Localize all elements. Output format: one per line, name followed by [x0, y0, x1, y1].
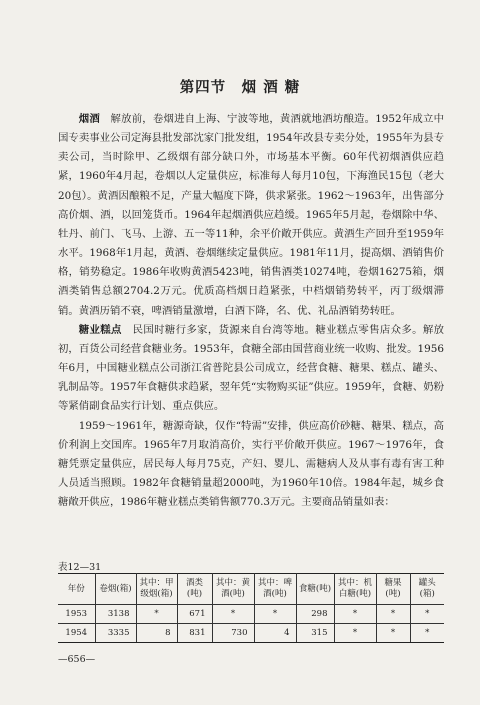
table-cell: 1954 [58, 624, 95, 643]
paragraph-sugar-history [58, 417, 444, 513]
table-header-cell: 食糖(吨) [296, 574, 334, 605]
table-header-cell: 其中：甲级烟(箱) [136, 574, 177, 605]
table-header-cell: 年份 [58, 574, 95, 605]
paragraph-lead: 糖业糕点 [78, 323, 122, 336]
table-header-cell: 其中：机白糖(吨) [334, 574, 376, 605]
sales-table [58, 573, 444, 643]
table-cell: 3335 [95, 624, 136, 643]
table-header-row [58, 574, 444, 605]
paragraph-tobacco-alcohol [58, 110, 444, 321]
table-cell: 671 [177, 605, 212, 624]
paragraph-text: 民国时糖行多家，货源来自台湾等地。糖业糕点零售店众多。解放初，百货公司经营食糖业务。1953年，食糖全部由国营商业统一收购、批发。1956年6月，中国糖业糕点公司浙江省普陀县公司成立，经营食糖、糖果、糕点、罐头、乳制品等。1957年食糖供求趋紧，翌年凭“实物购买证”供应。1959年，食糖、奶粉等紧俏副食品实行计划、重点供应。 [58, 323, 445, 413]
table-row [58, 624, 444, 643]
table-cell: * [376, 605, 410, 624]
table-cell: * [212, 605, 254, 624]
table-cell: 3138 [95, 605, 136, 624]
table-caption: 表12—31 [58, 562, 102, 573]
paragraph-text: 解放前，卷烟进自上海、宁波等地，黄酒就地酒坊酿造。1952年成立中国专卖事业公司定海县批发部沈家门批发组，1954年改县专卖分处，1955年为县专卖公司，当时除甲、乙级烟有部分缺口外，市场基本平衡。60年代初烟酒供应趋紧，1960年4月起，卷烟以人定量供应，标准每人每月10包，下海渔民15包（老大20包）。黄酒因酿粮不足，产量大幅度下降，供求紧张。1962～1963年，出售部分高价烟、酒，以回笼货币。1964年起烟酒供应趋缓。1965年5月起，卷烟除中华、牡丹、前门、飞马、上游、五一等11种，余平价敞开供应。黄酒生产回升至1959年水平。1968年1月起，黄酒、卷烟继续定量供应。1981年11月，提高烟、酒销售价格，销势稳定。1986年收购黄酒5423吨，销售酒类10274吨，卷烟16275箱，烟酒类销售总额2704.2万元。优质高档烟日趋紧张，中档烟销势转平，丙丁级烟滞销。黄酒历销不衰，啤酒销量激增，白酒下降，名、优、礼品酒销势转旺。 [58, 113, 444, 317]
table-row [58, 605, 444, 624]
table-cell: * [254, 605, 296, 624]
table-header-cell: 卷烟(箱) [95, 574, 136, 605]
table-cell: * [376, 624, 410, 643]
table-cell: * [136, 605, 177, 624]
table-cell: * [334, 624, 376, 643]
table-cell: * [410, 624, 444, 643]
table-cell: 4 [254, 624, 296, 643]
paragraph-lead: 烟酒 [78, 113, 100, 125]
table-cell: 831 [177, 624, 212, 643]
table-header-cell: 其中：啤酒(吨) [254, 574, 296, 605]
table-cell: 8 [136, 624, 177, 643]
page-number: —656— [58, 654, 96, 665]
table-cell: 1953 [58, 605, 95, 624]
table-cell: 730 [212, 624, 254, 643]
table-header-cell: 罐头(箱) [410, 574, 444, 605]
table-cell: 298 [296, 605, 334, 624]
body-text [58, 110, 444, 512]
table-cell: 315 [296, 624, 334, 643]
table-cell: * [410, 605, 444, 624]
paragraph-text: 1959～1961年，糖源奇缺，仅作“特需”安排，供应高价砂糖、糖果、糕点，高价利润上交国库。1965年7月取消高价，实行平价敞开供应。1967～1976年，食糖凭票定量供应，居民每人每月75克，产妇、婴儿、需糖病人及从事有毒有害工种人员适当照顾。1982年食糖销量超2000吨，为1960年10倍。1984年起，城乡食糖敞开供应，1986年糖业糕点类销售额770.3万元。主要商品销量如表： [58, 419, 444, 509]
paragraph-sugar-pastry [58, 321, 444, 417]
table-cell: * [334, 605, 376, 624]
table-header-cell: 其中：黄酒(吨) [212, 574, 254, 605]
table-header-cell: 糖果(吨) [376, 574, 410, 605]
table-header-cell: 酒类(吨) [177, 574, 212, 605]
section-title: 第四节 烟 酒 糖 [179, 79, 301, 96]
